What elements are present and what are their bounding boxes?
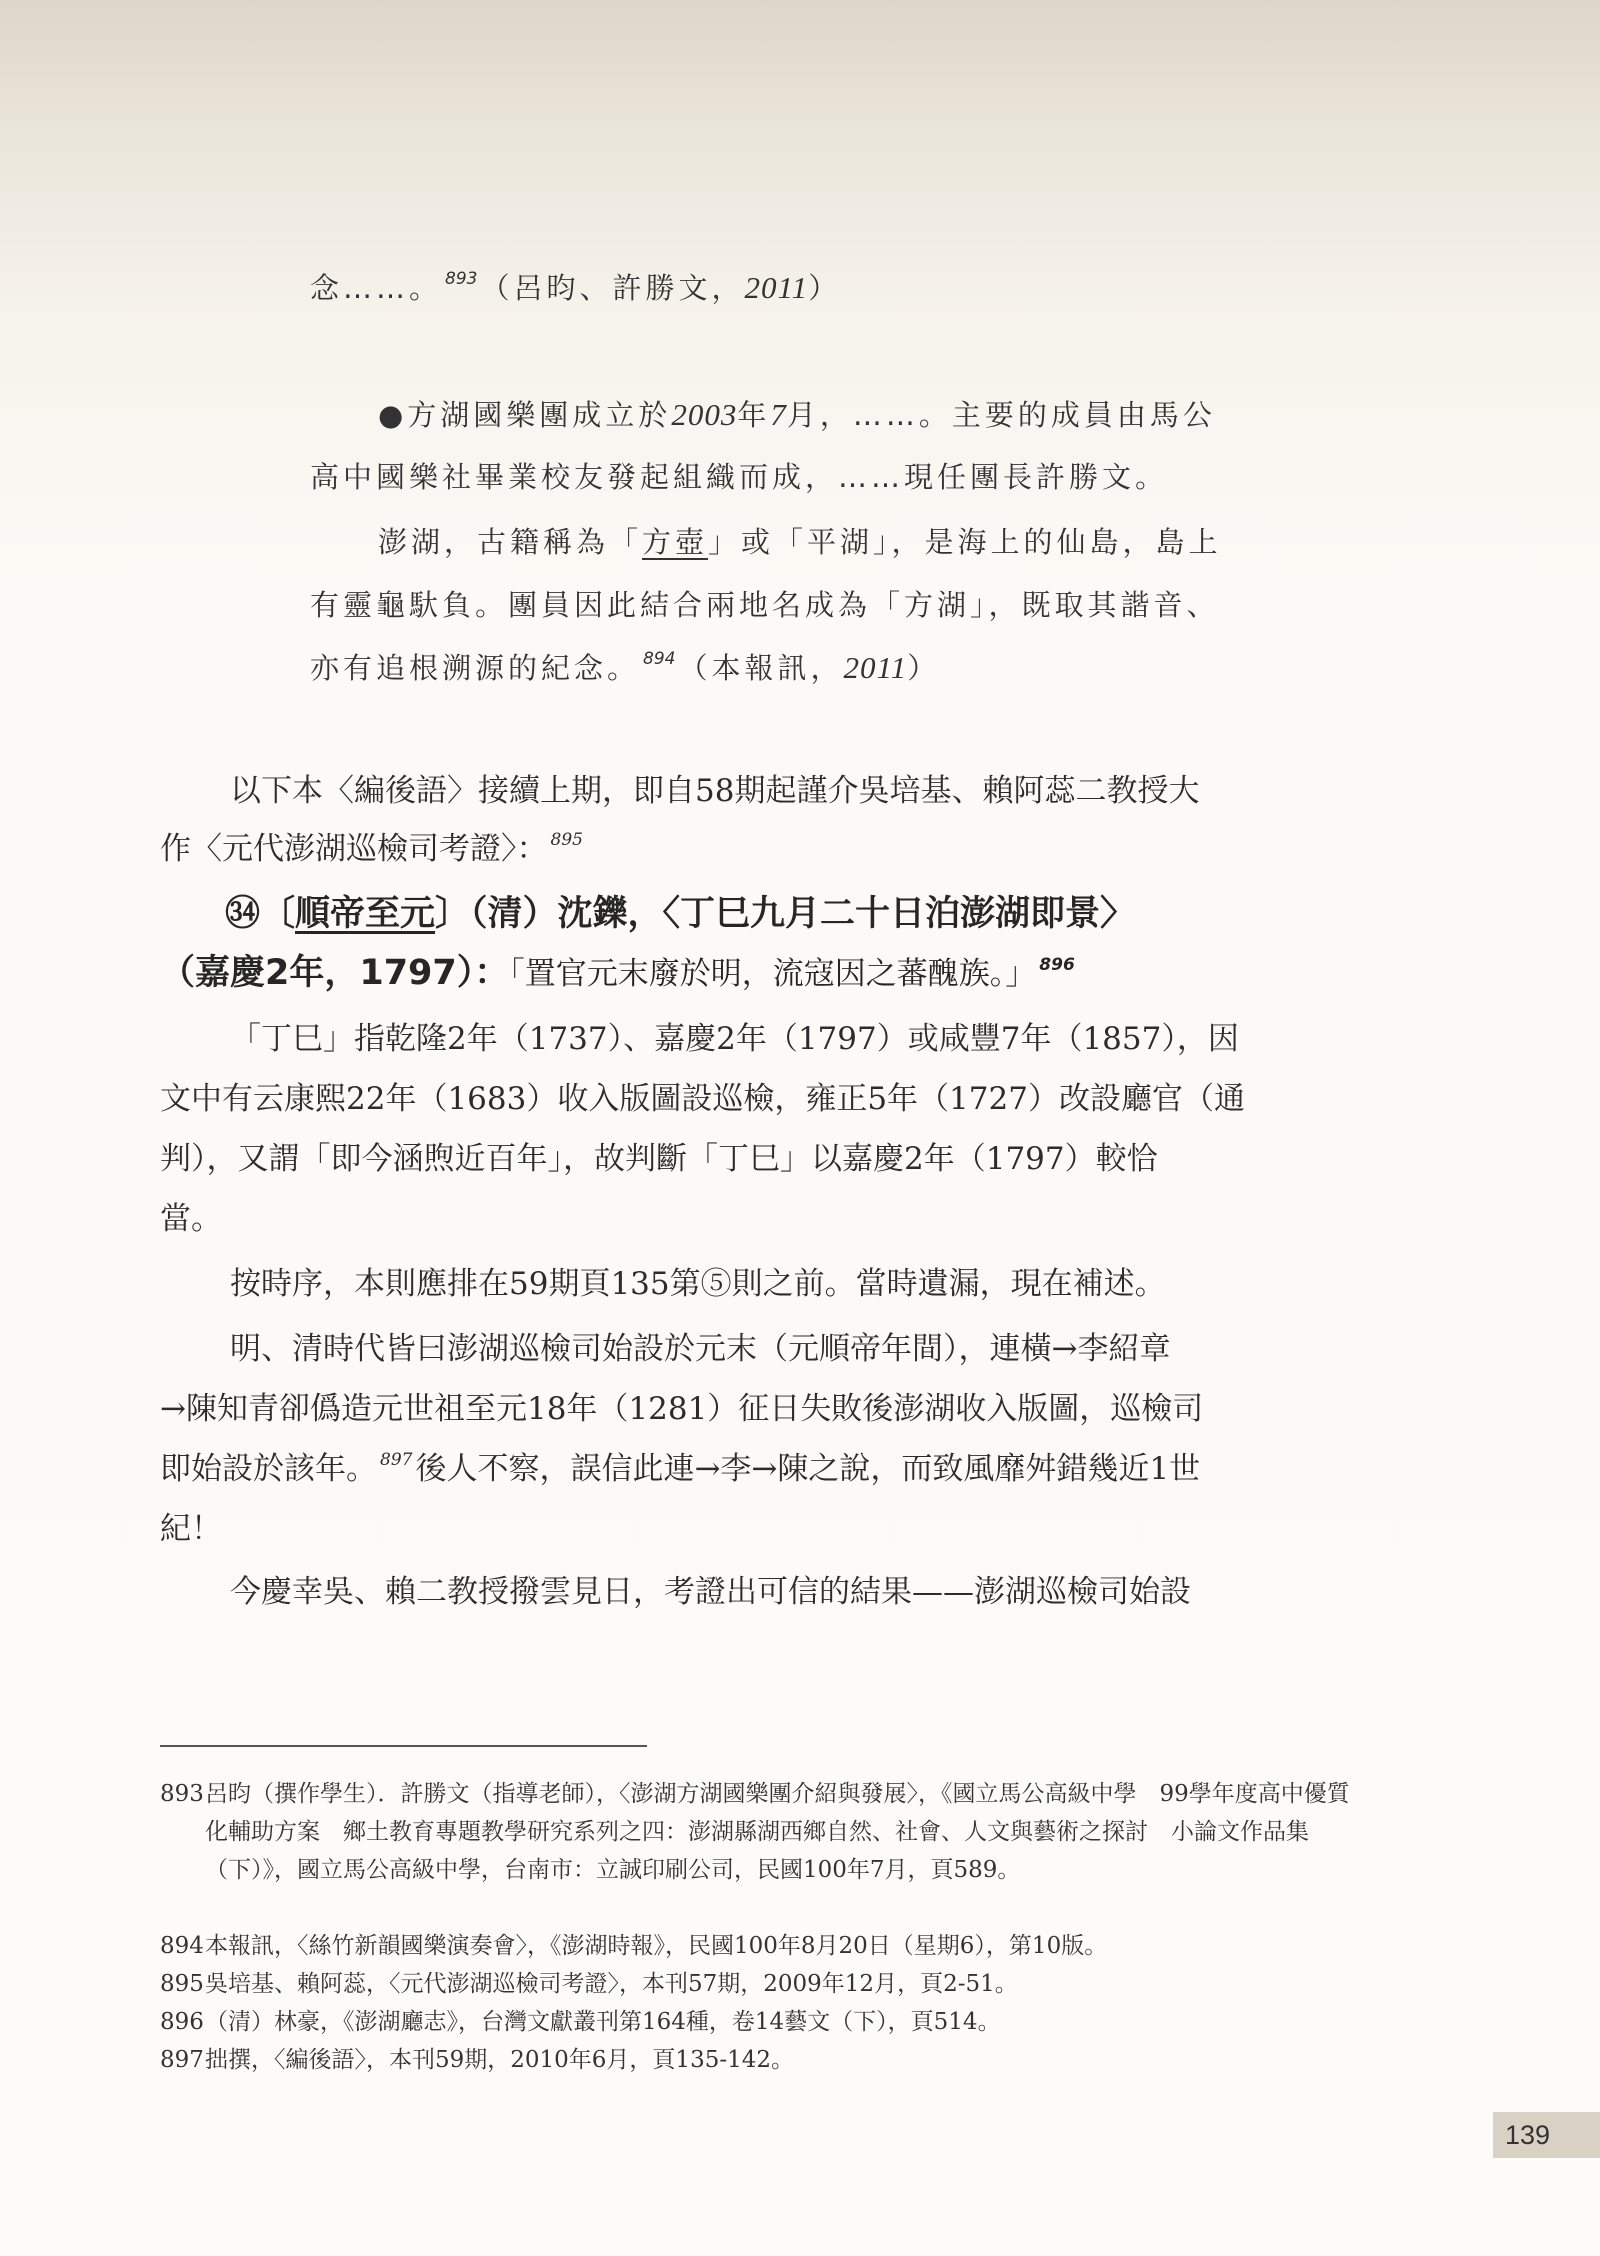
footnote-895 xyxy=(160,1965,1370,2003)
heading-quote: 「置官元末廢於明，流寇因之蕃醜族。」 xyxy=(509,956,1037,992)
quote1-citation-close: ） xyxy=(808,271,842,305)
footnote-number: 897 xyxy=(160,2047,204,2073)
quote2-line1-end: 月，……。主要的成員由馬公 xyxy=(786,398,1216,432)
footnote-text: （清）林豪，《澎湖廳志》，台灣文獻叢刊第164種，卷14藝文（下），頁514。 xyxy=(205,2009,1001,2035)
heading-date: （嘉慶2年，1797）： xyxy=(160,953,510,993)
footnote-ref-895[interactable]: 895 xyxy=(550,830,583,850)
footnote-number: 895 xyxy=(160,1971,204,1997)
footnote-897 xyxy=(160,2041,1370,2079)
intro-line1: 以下本〈編後語〉接續上期，即自58期起謹介吳培基、賴阿蕊二教授大 xyxy=(230,773,1200,809)
footnote-text: 呂昀（撰作學生）．許勝文（指導老師），〈澎湖方湖國樂團介紹與發展〉，《國立馬公高級中學 99學年度高中優質化輔助方案 鄉土教育專題教學研究系列之四：澎湖縣湖西鄉自然、社會、人文與藝術之探討 小論文作品集（下）》，國立馬公高級中學，台南市：立誠印刷公司，民國100年7月，頁589。 xyxy=(205,1781,1350,1883)
footnote-number: 893 xyxy=(160,1781,204,1807)
quote2-line5-text: 亦有追根溯源的紀念。 xyxy=(310,651,641,685)
quote2-line3-end: 」或「平湖」，是海上的仙島，島上 xyxy=(708,525,1222,559)
quote2-line1-start: ●方湖國樂團成立於 xyxy=(378,398,672,432)
footnote-894 xyxy=(160,1927,1370,1965)
page-number: 139 xyxy=(1493,2112,1600,2158)
quote1-text: 念……。 xyxy=(310,271,443,305)
quote2-line1 xyxy=(378,393,1216,434)
intro-line2-text: 作〈元代澎湖巡檢司考證〉： xyxy=(160,831,548,867)
quote2-month: 7 xyxy=(770,397,787,432)
quote1-line xyxy=(310,266,841,307)
body-p4-line1: 今慶幸吳、賴二教授撥雲見日，考證出可信的結果——澎湖巡檢司始設 xyxy=(230,1574,1191,1610)
quote2-line3-start: 澎湖，古籍稱為「 xyxy=(378,525,643,559)
body-p3-line2: →陳知青卻僞造元世祖至元18年（1281）征日失敗後澎湖收入版圖，巡檢司 xyxy=(160,1391,1204,1427)
body-p1-line1: 「丁巳」指乾隆2年（1737）、嘉慶2年（1797）或咸豐7年（1857），因 xyxy=(230,1021,1239,1057)
quote2-line3 xyxy=(378,520,1222,561)
footnote-text: 拙撰，〈編後語〉，本刊59期，2010年6月，頁135-142。 xyxy=(205,2047,795,2073)
quote1-year: 2011 xyxy=(744,270,809,305)
heading-number: ㉞〔 xyxy=(225,894,296,934)
footnote-ref-896[interactable]: 896 xyxy=(1039,955,1075,975)
intro-line2 xyxy=(160,823,586,868)
section-heading-line2 xyxy=(160,945,1078,995)
body-p3-line3-start: 即始設於該年。 xyxy=(160,1451,377,1487)
footnote-896 xyxy=(160,2003,1370,2041)
body-p3-line3-end: 後人不察，誤信此連→李→陳之說，而致風靡舛錯幾近1世 xyxy=(415,1451,1201,1487)
body-p1-line4: 當。 xyxy=(160,1201,222,1237)
body-p1-line2: 文中有云康熙22年（1683）收入版圖設巡檢，雍正5年（1727）改設廳官（通 xyxy=(160,1081,1245,1117)
section-heading-line1 xyxy=(225,886,1135,936)
body-p1-line3: 判），又謂「即今涵煦近百年」，故判斷「丁巳」以嘉慶2年（1797）較恰 xyxy=(160,1141,1158,1177)
footnote-ref-894[interactable]: 894 xyxy=(643,649,676,669)
footnote-ref-897[interactable]: 897 xyxy=(380,1450,413,1470)
footnote-number: 894 xyxy=(160,1933,204,1959)
footnote-divider xyxy=(160,1745,647,1747)
footnote-ref-893[interactable]: 893 xyxy=(445,269,478,289)
quote2-citation-close: ） xyxy=(907,651,941,685)
quote2-citation-year: 2011 xyxy=(843,650,908,685)
body-p2-line1: 按時序，本則應排在59期頁135第⑤則之前。當時遺漏，現在補述。 xyxy=(230,1266,1166,1302)
quote2-line5 xyxy=(310,646,940,687)
quote2-line4: 有靈龜馱負。團員因此結合兩地名成為「方湖」，既取其諧音、 xyxy=(310,588,1220,622)
quote2-year-unit: 年 xyxy=(737,398,771,432)
footnote-number: 896 xyxy=(160,2009,204,2035)
quote2-citation-open: （本報訊， xyxy=(678,651,844,685)
quote2-underlined-term: 方壺 xyxy=(642,525,709,559)
heading-title: 〕（清）沈鑠，〈丁巳九月二十日泊澎湖即景〉 xyxy=(435,894,1136,934)
quote1-citation-open: （呂昀、許勝文， xyxy=(480,271,745,305)
quote2-year: 2003 xyxy=(671,397,738,432)
body-p3-line1: 明、清時代皆曰澎湖巡檢司始設於元末（元順帝年間），連橫→李紹章 xyxy=(230,1331,1171,1367)
footnote-text: 本報訊，〈絲竹新韻國樂演奏會〉，《澎湖時報》，民國100年8月20日（星期6），第10版。 xyxy=(205,1933,1108,1959)
body-p3-line3 xyxy=(160,1443,1200,1488)
heading-underlined-term: 順帝至元 xyxy=(295,894,436,934)
footnote-893 xyxy=(160,1775,1370,1889)
quote2-line2: 高中國樂社畢業校友發起組織而成，……現任團長許勝文。 xyxy=(310,460,1169,494)
body-p3-line4: 紀！ xyxy=(160,1511,222,1547)
footnote-text: 吳培基、賴阿蕊，〈元代澎湖巡檢司考證〉，本刊57期，2009年12月，頁2-51。 xyxy=(205,1971,1018,1997)
